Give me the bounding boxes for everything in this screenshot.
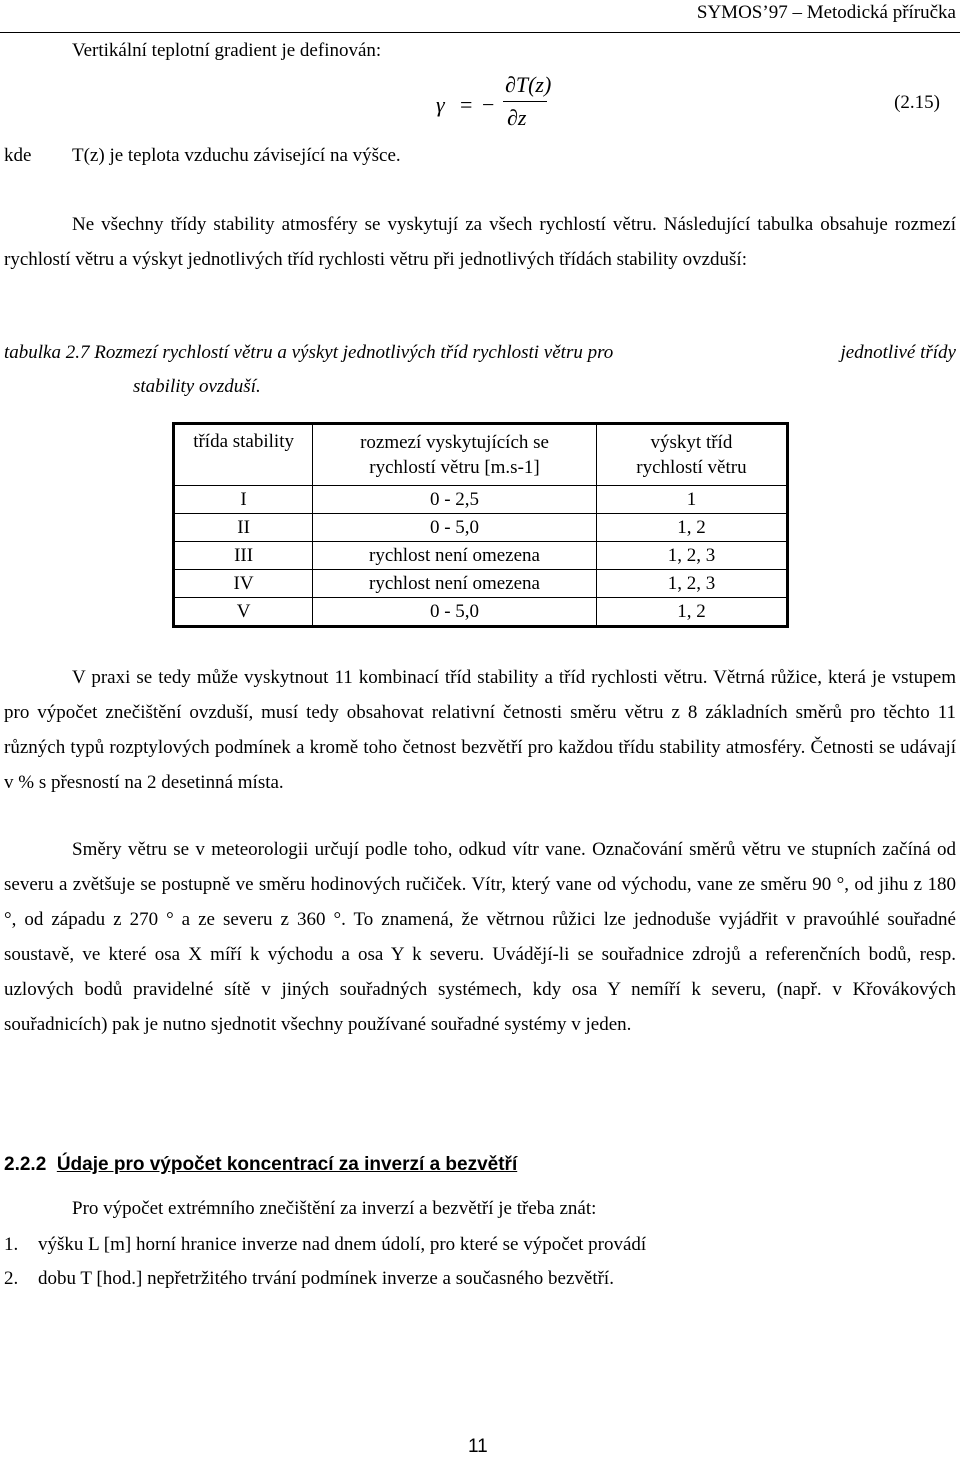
intro-line: Vertikální teplotní gradient je definován: (72, 40, 382, 61)
list-text: výšku L [m] horní hranice inverze nad dnem údolí, pro které se výpočet provádí (38, 1234, 647, 1255)
kde-label: kde (4, 145, 32, 166)
header-wind-speed-range: rozmezí vyskytujících se rychlostí větru [m.s-1] (313, 424, 597, 486)
running-header: SYMOS’97 – Metodická příručka (696, 2, 956, 23)
header-stability-class: třída stability (174, 424, 313, 486)
section-number: 2.2.2 (4, 1154, 47, 1175)
table-row (174, 542, 788, 570)
equation-minus: − (482, 92, 495, 117)
cell-range: 0 - 5,0 (313, 514, 597, 542)
cell-range: rychlost není omezena (313, 570, 597, 598)
cell-occurrence: 1, 2 (596, 514, 787, 542)
section-title: Údaje pro výpočet koncentrací za inverzí a bezvětří (56, 1154, 518, 1175)
equation-denominator: ∂z (507, 105, 527, 130)
header-rule (0, 32, 960, 33)
table-row (174, 570, 788, 598)
header-wind-class-occurrence: výskyt tříd rychlostí větru (596, 424, 787, 486)
cell-occurrence: 1, 2, 3 (596, 542, 787, 570)
cell-class: II (174, 514, 313, 542)
list-text: dobu T [hod.] nepřetržitého trvání podmínek inverze a současného bezvětří. (38, 1268, 614, 1289)
equation-lhs: γ (436, 92, 445, 117)
stability-table (172, 422, 789, 628)
paragraph-3: Směry větru se v meteorologii určují podle toho, odkud vítr vane. Označování směrů větru ve stupních začíná od severu a zvětšuje se postupně ve směru hodinových ručiček. Vítr, který vane od východu, vane ze směru 90 °, od jihu z 180 °, od západu z 270 ° a ze severu z 360 °. To znamená, že větrnou růžici lze jednoduše vyjádřit v pravoúhlé souřadné soustavě, ve které osa X míří k východu a osa Y k severu. Uvádějí-li se souřadnice zdrojů a referenčních bodů, resp. uzlových bodů pravidelné sítě v jiných souřadných systémech, kdy osa Y nemíří k severu, (např. v Křovákových souřadnicích) pak je nutno sjednotit všechny používané souřadné systémy v jeden. (4, 839, 956, 1035)
cell-occurrence: 1, 2 (596, 598, 787, 627)
page-number: 11 (468, 1436, 488, 1457)
table-row (174, 514, 788, 542)
section-heading (4, 1154, 517, 1176)
equation-equals: = (460, 92, 473, 117)
list-item (4, 1268, 614, 1290)
list-number: 1. (4, 1234, 19, 1255)
list-item (4, 1234, 647, 1256)
table-caption-line2: stability ovzduší. (133, 376, 261, 397)
cell-occurrence: 1 (596, 486, 787, 514)
kde-text: T(z) je teplota vzduchu závisející na výšce. (72, 145, 401, 166)
cell-range: 0 - 2,5 (313, 486, 597, 514)
table-row (174, 598, 788, 627)
fraction-bar (503, 101, 547, 102)
equation-numerator: ∂T(z) (505, 72, 552, 97)
paragraph-2: V praxi se tedy může vyskytnout 11 kombinací tříd stability a tříd rychlosti větru. Větrná růžice, která je vstupem pro výpočet znečištění ovzduší, musí tedy obsahovat relativní četnosti směru větru z 8 základních směrů pro těchto 11 různých typů rozptylových podmínek a kromě toho četnost bezvětří pro každou třídu stability atmosféry. Četnosti se udávají v % s přesností na 2 desetinná místa. (4, 667, 956, 793)
cell-range: 0 - 5,0 (313, 598, 597, 627)
table-header-row (174, 424, 788, 486)
cell-range: rychlost není omezena (313, 542, 597, 570)
list-number: 2. (4, 1268, 19, 1289)
cell-class: V (174, 598, 313, 627)
table-caption-line1: tabulka 2.7 Rozmezí rychlostí větru a výskyt jednotlivých tříd rychlosti větru pro (4, 342, 614, 363)
equation-number: (2.15) (894, 92, 940, 113)
cell-occurrence: 1, 2, 3 (596, 570, 787, 598)
cell-class: I (174, 486, 313, 514)
paragraph-1: Ne všechny třídy stability atmosféry se vyskytují za všech rychlostí větru. Následující tabulka obsahuje rozmezí rychlostí větru a výskyt jednotlivých tříd rychlosti větru při jednotlivých třídách stability ovzduší: (4, 214, 956, 270)
section-intro: Pro výpočet extrémního znečištění za inverzí a bezvětří je třeba znát: (72, 1198, 597, 1219)
cell-class: IV (174, 570, 313, 598)
table-row (174, 486, 788, 514)
table-caption-line1-right: jednotlivé třídy (840, 342, 956, 363)
cell-class: III (174, 542, 313, 570)
